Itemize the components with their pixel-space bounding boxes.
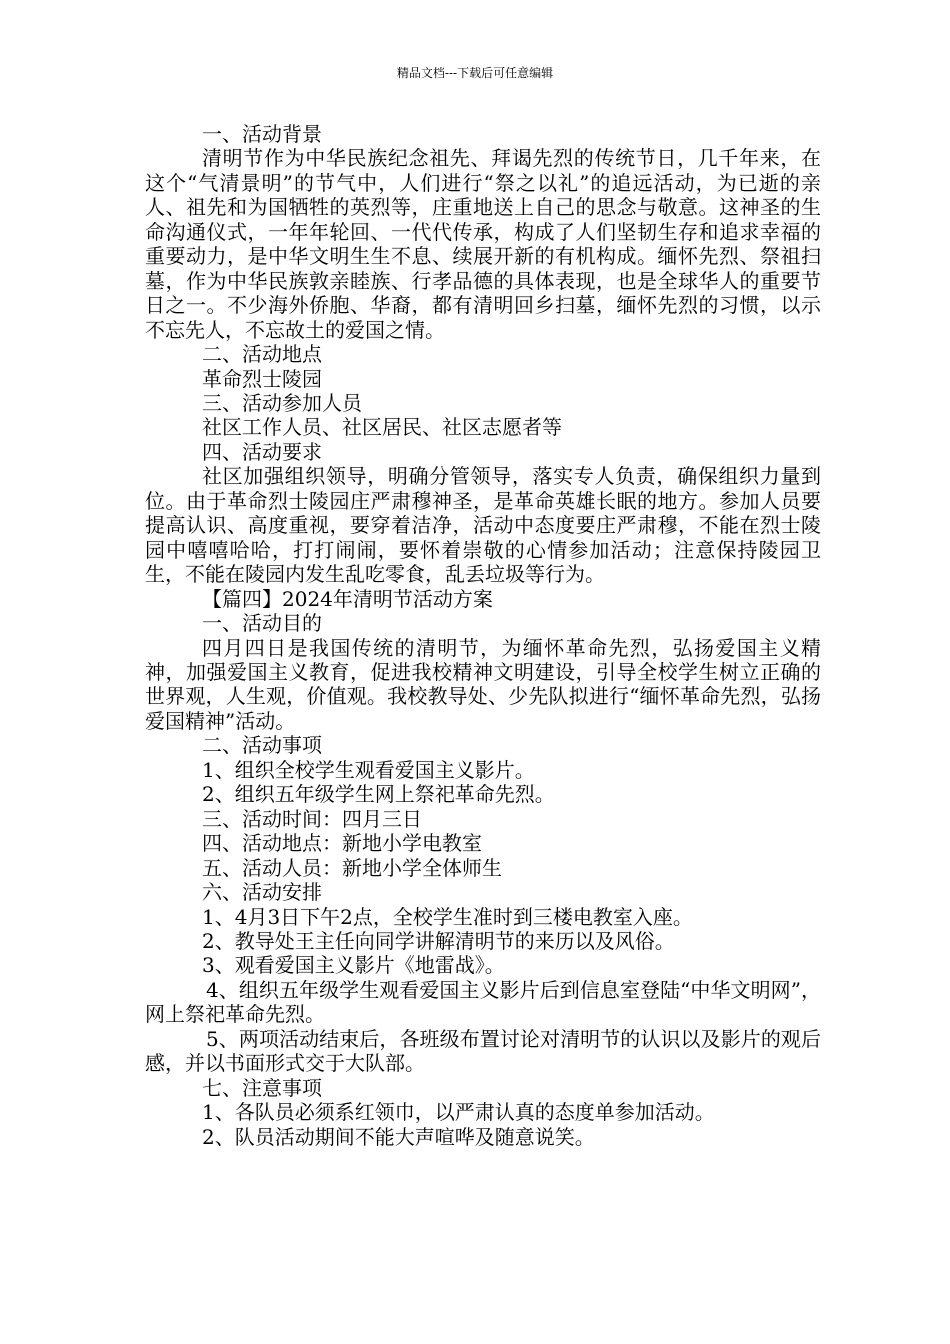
section-line: 六、活动安排 <box>202 880 322 905</box>
section-line: 三、活动参加人员 <box>202 390 362 415</box>
section-line: 二、活动地点 <box>202 342 322 367</box>
section-line: 2、队员活动期间不能大声喧哗及随意说笑。 <box>202 1124 595 1149</box>
section-line: 四、活动要求 <box>202 439 322 464</box>
page-header: 精品文档---下载后可任意编辑 <box>396 66 554 80</box>
paragraph: 5、两项活动结束后，各班级布置讨论对清明节的认识以及影片的观后感，并以书面形式交于大队部。 <box>145 1026 821 1076</box>
section-line: 2、组织五年级学生网上祭祀革命先烈。 <box>202 782 555 807</box>
section-line: 革命烈士陵园 <box>202 366 322 391</box>
section-line: 社区工作人员、社区居民、社区志愿者等 <box>202 415 562 440</box>
section-line: 一、活动目的 <box>202 611 322 636</box>
section-line: 1、各队员必须系红领巾，以严肃认真的态度单参加活动。 <box>202 1100 715 1125</box>
section-line: 1、4月3日下午2点，全校学生准时到三楼电教室入座。 <box>202 904 693 929</box>
section-line: 3、观看爱国主义影片《地雷战》。 <box>202 953 505 978</box>
section-line: 二、活动事项 <box>202 733 322 758</box>
section-line: 四、活动地点：新地小学电教室 <box>202 831 482 856</box>
section-line: 一、活动背景 <box>202 122 322 146</box>
section-line: 七、注意事项 <box>202 1075 322 1100</box>
section-line: 三、活动时间：四月三日 <box>202 806 422 831</box>
document-body <box>145 122 821 1149</box>
section-line: 1、组织全校学生观看爱国主义影片。 <box>202 757 535 782</box>
section-line: 2、教导处王主任向同学讲解清明节的来历以及风俗。 <box>202 928 675 953</box>
paragraph: 4、组织五年级学生观看爱国主义影片后到信息室登陆“中华文明网”，网上祭祀革命先烈。 <box>145 977 821 1027</box>
section-line: 五、活动人员：新地小学全体师生 <box>202 855 502 880</box>
paragraph: 清明节作为中华民族纪念祖先、拜谒先烈的传统节日，几千年来，在这个“气清景明”的节气中，人们进行“祭之以礼”的追远活动，为已逝的亲人、祖先和为国牺牲的英烈等，庄重地送上自己的思念与敬意。这神圣的生命沟通仪式，一年年轮回、一代代传承，构成了人们坚韧生存和追求幸福的重要动力，是中华文明生生不息、续展开新的有机构成。缅怀先烈、祭祖扫墓，作为中华民族敦亲睦族、行孝品德的具体表现，也是全球华人的重要节日之一。不少海外侨胞、华裔，都有清明回乡扫墓，缅怀先烈的习惯，以示不忘先人，不忘故土的爱国之情。 <box>145 146 821 342</box>
section-line: 【篇四】2024年清明节活动方案 <box>202 586 493 611</box>
paragraph: 社区加强组织领导，明确分管领导，落实专人负责，确保组织力量到位。由于革命烈士陵园庄严肃穆神圣，是革命英雄长眠的地方。参加人员要提高认识、高度重视，要穿着洁净，活动中态度要庄严肃穆，不能在烈士陵园中嘻嘻哈哈，打打闹闹，要怀着崇敬的心情参加活动；注意保持陵园卫生，不能在陵园内发生乱吃零食，乱丢垃圾等行为。 <box>145 464 821 587</box>
paragraph: 四月四日是我国传统的清明节，为缅怀革命先烈，弘扬爱国主义精神，加强爱国主义教育，促进我校精神文明建设，引导全校学生树立正确的世界观，人生观，价值观。我校教导处、少先队拟进行“缅怀革命先烈，弘扬爱国精神”活动。 <box>145 635 821 733</box>
